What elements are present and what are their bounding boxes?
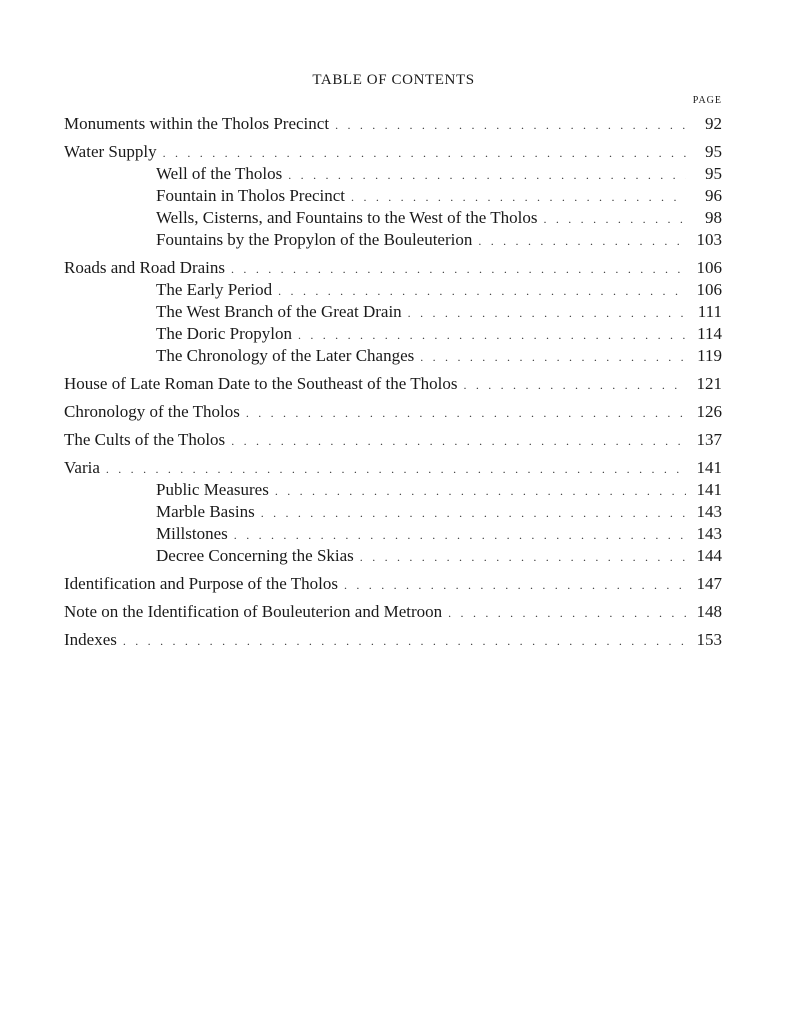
- toc-entry-title: The West Branch of the Great Drain: [156, 302, 402, 321]
- toc-subentry: [64, 545, 722, 567]
- toc-entry-page: 121: [696, 374, 722, 393]
- toc-entry-page: 92: [705, 114, 722, 133]
- toc-entry-title: Water Supply: [64, 142, 157, 161]
- toc-subentry: [64, 279, 722, 301]
- dot-leader: [275, 480, 686, 502]
- toc-entry-title: Roads and Road Drains: [64, 258, 226, 277]
- toc-entry-page: 106: [696, 258, 722, 277]
- toc-entry-title: Public Measures: [156, 480, 269, 499]
- toc-entry-title: House of Late Roman Date to the Southeast of the Tholos: [64, 374, 458, 393]
- toc-entry-page: 148: [696, 602, 722, 621]
- dot-leader: [231, 430, 686, 452]
- toc-subentry: [64, 301, 722, 323]
- toc-entry-page: 141: [696, 480, 722, 499]
- toc-subentry: [64, 479, 722, 501]
- toc-entry-title: Marble Basins: [156, 502, 255, 521]
- toc-entry-page: 137: [696, 430, 722, 449]
- toc-entry-title: Fountains by the Propylon of the Bouleuterion: [156, 230, 473, 249]
- toc-entry: [64, 573, 722, 595]
- dot-leader: [344, 574, 686, 596]
- toc-subentry: [64, 163, 722, 185]
- dot-leader: [261, 502, 686, 524]
- toc-entry-page: 153: [696, 630, 722, 649]
- toc-entry: [64, 401, 722, 423]
- toc-entry-page: 95: [705, 142, 722, 161]
- dot-leader: [106, 458, 686, 480]
- toc-subentry: [64, 185, 722, 207]
- toc-entry-page: 98: [705, 208, 722, 227]
- dot-leader: [278, 280, 686, 302]
- toc-entry-title: Identification and Purpose of the Tholos: [64, 574, 338, 593]
- toc-entry-page: 126: [696, 402, 722, 421]
- toc-entry-title: Note on the Identification of Bouleuterion and Metroon: [64, 602, 443, 621]
- toc-entry-page: 106: [696, 280, 722, 299]
- toc-entry: [64, 601, 722, 623]
- toc-entry: [64, 113, 722, 135]
- toc-entry-page: 103: [696, 230, 722, 249]
- toc-entry: [64, 629, 722, 651]
- toc-entry-page: 144: [696, 546, 722, 565]
- dot-leader: [231, 258, 686, 280]
- toc-entry-title: Well of the Tholos: [156, 164, 283, 183]
- toc-subentry: [64, 323, 722, 345]
- dot-leader: [234, 524, 686, 546]
- dot-leader: [123, 630, 686, 652]
- toc-entry: [64, 429, 722, 451]
- toc-subentry: [64, 207, 722, 229]
- dot-leader: [543, 208, 686, 230]
- dot-leader: [463, 374, 686, 396]
- toc-entry-title: The Doric Propylon: [156, 324, 292, 343]
- dot-leader: [335, 114, 686, 136]
- toc-entry-title: Decree Concerning the Skias: [156, 546, 354, 565]
- page-title: TABLE OF CONTENTS: [312, 72, 475, 88]
- toc-entry: [64, 373, 722, 395]
- toc-entry-page: 147: [696, 574, 722, 593]
- toc-entry-title: Indexes: [64, 630, 117, 649]
- toc-subentry: [64, 523, 722, 545]
- toc-entry-page: 114: [697, 324, 722, 343]
- table-of-contents: [64, 113, 722, 651]
- dot-leader: [360, 546, 686, 568]
- dot-leader: [351, 186, 686, 208]
- toc-subentry: [64, 501, 722, 523]
- toc-entry-page: 119: [697, 346, 722, 365]
- dot-leader: [478, 230, 686, 252]
- toc-entry-title: Millstones: [156, 524, 228, 543]
- toc-entry-page: 96: [705, 186, 722, 205]
- toc-entry-page: 111: [697, 302, 722, 321]
- toc-entry-title: The Chronology of the Later Changes: [156, 346, 415, 365]
- dot-leader: [246, 402, 686, 424]
- toc-entry-title: Monuments within the Tholos Precinct: [64, 114, 330, 133]
- toc-entry-title: The Early Period: [156, 280, 273, 299]
- toc-entry-page: 143: [696, 524, 722, 543]
- toc-entry: [64, 257, 722, 279]
- toc-entry: [64, 457, 722, 479]
- page-column-label: PAGE: [692, 95, 722, 106]
- toc-entry-page: 143: [696, 502, 722, 521]
- toc-entry: [64, 141, 722, 163]
- dot-leader: [448, 602, 686, 624]
- dot-leader: [288, 164, 686, 186]
- dot-leader: [163, 142, 686, 164]
- toc-entry-title: Wells, Cisterns, and Fountains to the West of the Tholos: [156, 208, 538, 227]
- toc-entry-title: The Cults of the Tholos: [64, 430, 226, 449]
- toc-entry-title: Varia: [64, 458, 100, 477]
- dot-leader: [298, 324, 686, 346]
- dot-leader: [408, 302, 686, 324]
- toc-subentry: [64, 345, 722, 367]
- toc-entry-page: 141: [696, 458, 722, 477]
- dot-leader: [420, 346, 686, 368]
- toc-entry-page: 95: [705, 164, 722, 183]
- toc-entry-title: Fountain in Tholos Precinct: [156, 186, 346, 205]
- toc-subentry: [64, 229, 722, 251]
- toc-entry-title: Chronology of the Tholos: [64, 402, 240, 421]
